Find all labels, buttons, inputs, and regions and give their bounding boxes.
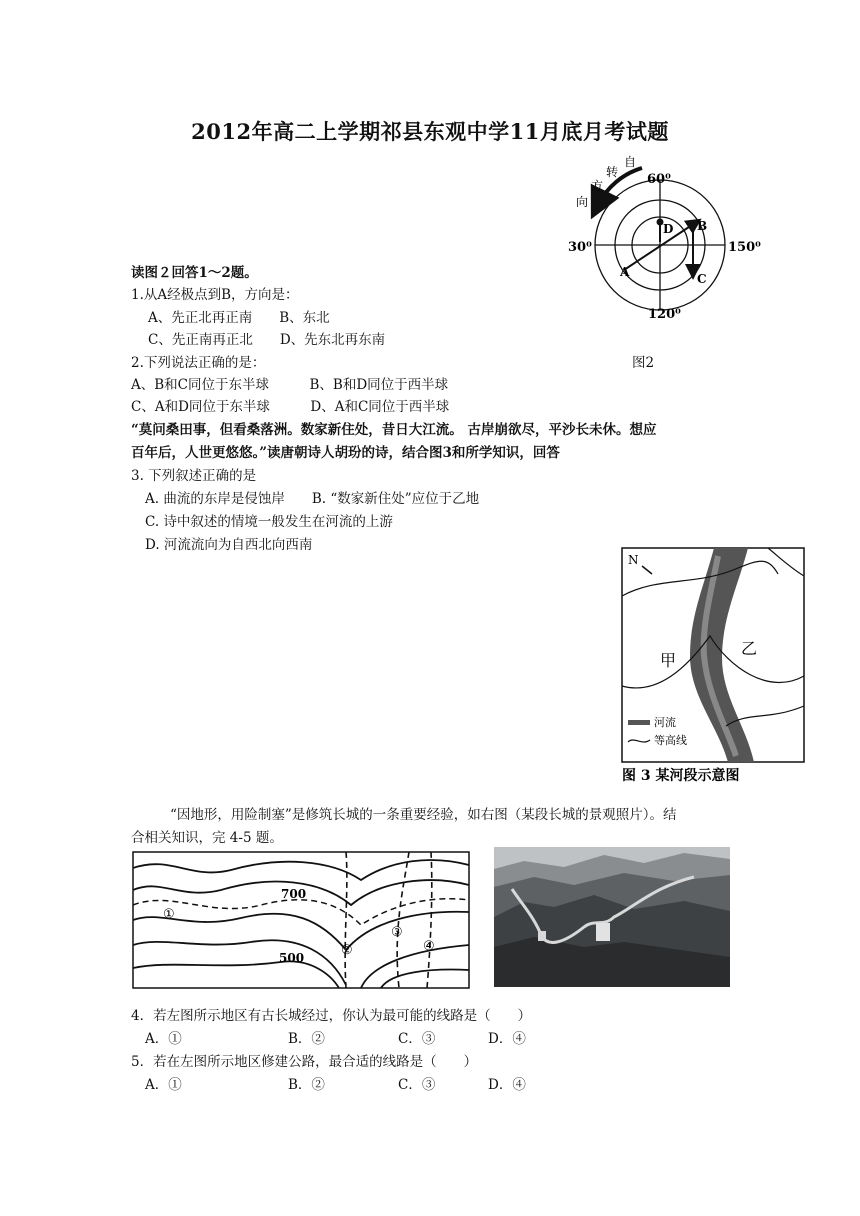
fig2-label-a: A	[620, 265, 630, 279]
poem-line-1: “莫问桑田事，但看桑落洲。数家新住处，昔日大江流。 古岸崩欲尽，平沙长未休。想应	[131, 422, 657, 438]
q5-option-c: C．③	[398, 1077, 436, 1093]
fig2-label-d: D	[663, 222, 674, 236]
route-4-marker: ④	[423, 939, 435, 954]
fig2-rot-4: 向	[576, 195, 589, 209]
fig2-label-150: 150⁰	[728, 240, 761, 255]
fig2-rot-2: 转	[606, 165, 619, 179]
contour-label-700: 700	[281, 887, 307, 901]
q3-option-d: D. 河流流向为自西北向西南	[145, 537, 313, 553]
figure-2-caption: 图2	[632, 355, 655, 371]
fig2-rot-3: 方	[591, 179, 604, 193]
fig2-label-b: B	[697, 219, 708, 233]
fig3-north: N	[628, 553, 639, 567]
fig2-label-c: C	[697, 272, 707, 286]
intro-4-5-line-2: 合相关知识，完 4-5 题。	[131, 830, 283, 846]
q5-option-b: B．②	[288, 1077, 325, 1093]
contour-label-500: 500	[279, 951, 305, 965]
fig2-label-120: 120⁰	[648, 307, 681, 322]
fig3-jia: 甲	[660, 651, 677, 670]
q1-options-cd: C、先正南再正北 D、先东北再东南	[148, 332, 386, 348]
q5-option-d: D．④	[488, 1077, 526, 1093]
q4-stem: 4．若左图所示地区有古长城经过，你认为最可能的线路是（ ）	[131, 1008, 532, 1024]
route-1-marker: ①	[163, 907, 175, 922]
exam-title: 2012年高二上学期祁县东观中学11月底月考试题	[191, 119, 669, 144]
fig3-yi: 乙	[741, 639, 758, 658]
q2-options-cd: C、A和D同位于东半球 D、A和C同位于西半球	[131, 399, 450, 415]
q5-stem: 5．若在左图所示地区修建公路，最合适的线路是（ ）	[131, 1054, 478, 1070]
q4-option-b: B．②	[288, 1031, 325, 1047]
route-2-marker: ②	[341, 943, 353, 958]
q2-stem: 2.下列说法正确的是：	[131, 355, 266, 371]
intro-4-5-line-1: “因地形，用险制塞”是修筑长城的一条重要经验，如右图（某段长城的景观照片）。结	[170, 807, 677, 823]
route-3-marker: ③	[391, 925, 403, 940]
figure-3-river-map	[618, 546, 808, 786]
fig2-rot-1: 自	[624, 155, 637, 169]
q4-option-a: A．①	[145, 1031, 182, 1047]
q4-option-c: C．③	[398, 1031, 436, 1047]
q3-option-c: C. 诗中叙述的情境一般发生在河流的上游	[145, 514, 393, 530]
great-wall-photo	[494, 847, 730, 987]
fig3-legend-contour: 等高线	[654, 734, 687, 747]
q1-options-ab: A、先正北再正南 B、东北	[148, 310, 330, 326]
q4-option-d: D．④	[488, 1031, 526, 1047]
q2-options-ab: A、B和C同位于东半球 B、B和D同位于西半球	[131, 377, 449, 393]
poem-line-2: 百年后，人世更悠悠。”读唐朝诗人胡玢的诗，结合图3和所学知识，回答	[131, 445, 560, 461]
q1-stem: 1.从A经极点到B，方向是：	[131, 287, 299, 303]
q3-stem: 3. 下列叙述正确的是	[131, 468, 257, 484]
fig2-label-60: 60⁰	[647, 172, 671, 187]
q3-options-ab: A. 曲流的东岸是侵蚀岸 B. “数家新住处”应位于乙地	[145, 491, 480, 507]
fig3-legend-river: 河流	[654, 716, 676, 729]
fig3-caption: 图 3 某河段示意图	[622, 768, 740, 784]
q5-option-a: A．①	[145, 1077, 182, 1093]
figure-2-polar-diagram	[560, 150, 780, 325]
contour-map	[131, 850, 471, 990]
q12-intro: 读图２回答1～2题。	[131, 265, 258, 281]
fig2-label-30: 30⁰	[568, 240, 592, 255]
